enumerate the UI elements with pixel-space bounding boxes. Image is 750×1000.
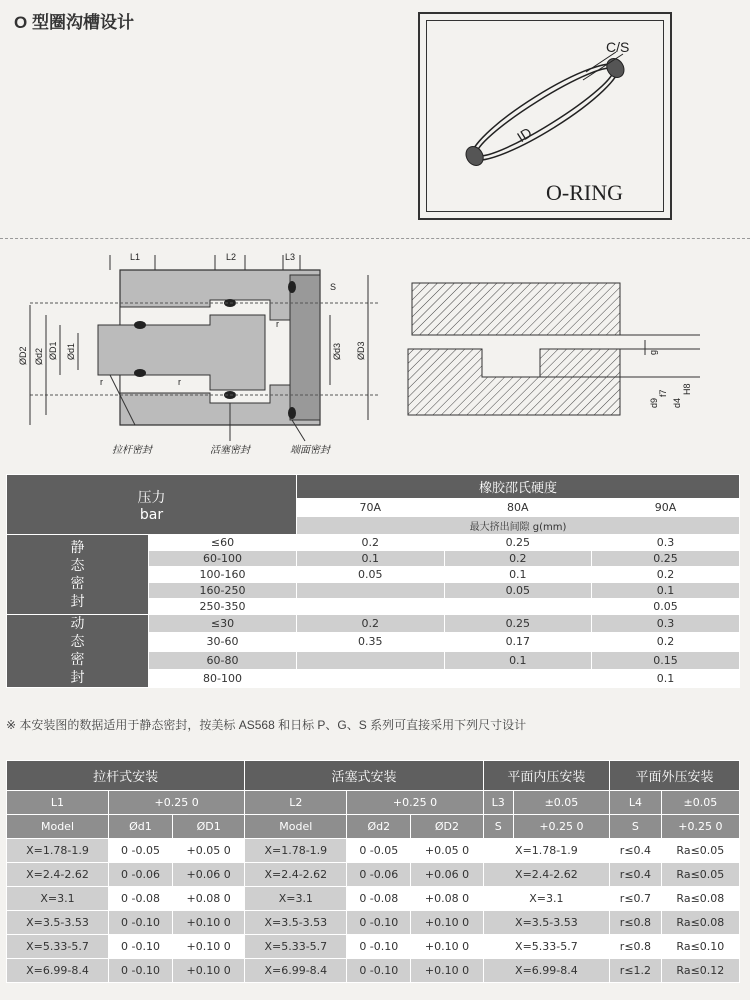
sub-l1-tol: +0.25 0	[108, 791, 244, 815]
gap-cell: 0.35	[297, 633, 445, 651]
gap-cell: 0.15	[592, 651, 740, 669]
g-label: g	[648, 349, 658, 355]
gap-cell: 0.05	[297, 567, 445, 583]
model-cell: X=5.33-5.7	[7, 935, 109, 959]
r-label-1: r	[100, 377, 103, 387]
gap-cell: 0.1	[592, 583, 740, 599]
model-cell: X=6.99-8.4	[245, 959, 347, 983]
group-face-external: 平面外压安装	[610, 761, 740, 791]
table-row	[7, 959, 740, 983]
model-cell: X=5.33-5.7	[245, 935, 347, 959]
tol-cell: 0 -0.06	[108, 863, 172, 887]
radius-cell: r≤0.4	[610, 839, 662, 863]
col-s-1: S	[483, 815, 513, 839]
model-cell: X=1.78-1.9	[245, 839, 347, 863]
extrusion-gap-table	[6, 474, 740, 688]
tol-cell: 0 -0.10	[108, 959, 172, 983]
gap-cell: 0.05	[444, 583, 592, 599]
dynamic-seal-label: 动态密封	[7, 615, 149, 688]
tol-cell: +0.10 0	[172, 935, 244, 959]
section-divider	[0, 238, 750, 239]
pressure-label: 压力	[137, 489, 166, 506]
pressure-cell: 80-100	[149, 669, 297, 687]
gap-cell: 0.1	[592, 669, 740, 687]
model-cell: X=1.78-1.9	[7, 839, 109, 863]
r-label-3: r	[276, 319, 279, 329]
sub-l4-tol: ±0.05	[661, 791, 739, 815]
roughness-cell: Ra≤0.08	[661, 887, 739, 911]
model-cell: X=2.4-2.62	[7, 863, 109, 887]
gap-cell: 0.17	[444, 633, 592, 651]
sub-l4: L4	[610, 791, 662, 815]
col-d1: Ød1	[108, 815, 172, 839]
piston-seal-caption: 活塞密封	[210, 445, 250, 456]
group-rod-install: 拉杆式安装	[7, 761, 245, 791]
hardness-70a: 70A	[297, 499, 445, 517]
tol-cell: +0.05 0	[172, 839, 244, 863]
col-s-1-tol: +0.25 0	[513, 815, 609, 839]
tol-cell: 0 -0.08	[108, 887, 172, 911]
sub-l1: L1	[7, 791, 109, 815]
h8-label: H8	[682, 383, 692, 395]
gap-cell: 0.2	[444, 551, 592, 567]
gap-cell	[297, 599, 445, 615]
oring-illustration	[418, 12, 672, 220]
d3-cap-label: ØD3	[356, 341, 366, 360]
static-seal-label: 静态密封	[7, 535, 149, 615]
model-cell: X=6.99-8.4	[7, 959, 109, 983]
pressure-cell: 30-60	[149, 633, 297, 651]
model-cell: X=1.78-1.9	[483, 839, 609, 863]
sub-l3-tol: ±0.05	[513, 791, 609, 815]
pressure-cell: 160-250	[149, 583, 297, 599]
gap-cell: 0.25	[444, 535, 592, 551]
id-label: ID	[514, 124, 535, 146]
model-cell: X=3.5-3.53	[245, 911, 347, 935]
gap-cell: 0.2	[592, 633, 740, 651]
pressure-cell: 60-100	[149, 551, 297, 567]
tol-cell: +0.05 0	[411, 839, 483, 863]
gap-cell: 0.1	[297, 551, 445, 567]
table-row	[7, 887, 740, 911]
tol-cell: 0 -0.10	[108, 935, 172, 959]
s-label: S	[330, 282, 337, 292]
hardness-80a: 80A	[444, 499, 592, 517]
gap-cell: 0.3	[592, 535, 740, 551]
hardness-header: 橡胶邵氏硬度	[297, 475, 740, 499]
gap-cell: 0.2	[297, 535, 445, 551]
col-D1: ØD1	[172, 815, 244, 839]
face-seal-caption: 端面密封	[290, 445, 330, 456]
rod-seal-caption: 拉杆密封	[112, 445, 152, 456]
pressure-cell: 250-350	[149, 599, 297, 615]
col-D2: ØD2	[411, 815, 483, 839]
d2-label: Ød2	[34, 347, 44, 365]
d3-label: Ød3	[332, 342, 342, 360]
table-row	[7, 911, 740, 935]
pressure-cell: 100-160	[149, 567, 297, 583]
l2-label: L2	[226, 252, 237, 262]
d2-cap-label: ØD2	[18, 346, 28, 365]
table-row	[7, 839, 740, 863]
model-cell: X=3.1	[7, 887, 109, 911]
roughness-cell: Ra≤0.08	[661, 911, 739, 935]
tol-cell: +0.06 0	[411, 863, 483, 887]
tol-cell: 0 -0.08	[347, 887, 411, 911]
gap-cell	[297, 669, 445, 687]
gap-cell: 0.1	[444, 651, 592, 669]
col-d2: Ød2	[347, 815, 411, 839]
pressure-cell: ≤60	[149, 535, 297, 551]
tol-cell: +0.10 0	[411, 911, 483, 935]
gap-cell: 0.25	[592, 551, 740, 567]
model-cell: X=5.33-5.7	[483, 935, 609, 959]
group-piston-install: 活塞式安装	[245, 761, 483, 791]
model-cell: X=3.5-3.53	[7, 911, 109, 935]
sub-l3: L3	[483, 791, 513, 815]
tol-cell: 0 -0.05	[347, 839, 411, 863]
tol-cell: +0.06 0	[172, 863, 244, 887]
tol-cell: 0 -0.06	[347, 863, 411, 887]
f7-label: f7	[658, 389, 668, 397]
gap-cell	[444, 669, 592, 687]
design-note: ※ 本安装图的数据适用于静态密封，按美标 AS568 和日标 P、G、S 系列可直接采用下列尺寸设计	[6, 718, 527, 732]
gap-cell: 0.3	[592, 615, 740, 633]
col-s-2-tol: +0.25 0	[661, 815, 739, 839]
roughness-cell: Ra≤0.05	[661, 839, 739, 863]
sub-l2-tol: +0.25 0	[347, 791, 483, 815]
model-cell: X=2.4-2.62	[483, 863, 609, 887]
roughness-cell: Ra≤0.10	[661, 935, 739, 959]
gap-cell: 0.2	[592, 567, 740, 583]
col-s-2: S	[610, 815, 662, 839]
tol-cell: +0.08 0	[172, 887, 244, 911]
radius-cell: r≤1.2	[610, 959, 662, 983]
model-cell: X=3.1	[245, 887, 347, 911]
hardness-90a: 90A	[592, 499, 740, 517]
roughness-cell: Ra≤0.12	[661, 959, 739, 983]
tol-cell: +0.08 0	[411, 887, 483, 911]
d1-label: Ød1	[66, 342, 76, 360]
l3-label: L3	[285, 252, 296, 262]
pressure-cell: 60-80	[149, 651, 297, 669]
gap-cell: 0.1	[444, 567, 592, 583]
pressure-unit: bar	[139, 506, 164, 523]
d9-label: d9	[649, 397, 659, 408]
col-model-1: Model	[7, 815, 109, 839]
tol-cell: +0.10 0	[172, 959, 244, 983]
model-cell: X=3.1	[483, 887, 609, 911]
radius-cell: r≤0.8	[610, 935, 662, 959]
tol-cell: +0.10 0	[172, 911, 244, 935]
gap-cell	[444, 599, 592, 615]
tol-cell: +0.10 0	[411, 959, 483, 983]
gap-header: 最大挤出间隙 g(mm)	[297, 517, 740, 535]
model-cell: X=3.5-3.53	[483, 911, 609, 935]
page-title: O 型圈沟槽设计	[14, 13, 134, 32]
installation-size-table	[6, 760, 740, 983]
gap-cell	[297, 583, 445, 599]
table-row	[7, 935, 740, 959]
group-face-internal: 平面内压安装	[483, 761, 609, 791]
gap-cell: 0.2	[297, 615, 445, 633]
d1-cap-label: ØD1	[48, 341, 58, 360]
gap-cell: 0.05	[592, 599, 740, 615]
oring-drawing	[418, 12, 672, 220]
tol-cell: +0.10 0	[411, 935, 483, 959]
tol-cell: 0 -0.10	[347, 911, 411, 935]
d4-label: d4	[672, 397, 682, 408]
roughness-cell: Ra≤0.05	[661, 863, 739, 887]
l1-label: L1	[130, 252, 141, 262]
r-label-2: r	[178, 377, 181, 387]
radius-cell: r≤0.7	[610, 887, 662, 911]
sub-l2: L2	[245, 791, 347, 815]
tol-cell: 0 -0.10	[108, 911, 172, 935]
tol-cell: 0 -0.05	[108, 839, 172, 863]
radius-cell: r≤0.4	[610, 863, 662, 887]
groove-drawing	[0, 245, 750, 470]
col-model-2: Model	[245, 815, 347, 839]
tol-cell: 0 -0.10	[347, 935, 411, 959]
model-cell: X=2.4-2.62	[245, 863, 347, 887]
pressure-cell: ≤30	[149, 615, 297, 633]
model-cell: X=6.99-8.4	[483, 959, 609, 983]
oring-label: O-RING	[546, 180, 623, 205]
radius-cell: r≤0.8	[610, 911, 662, 935]
gap-cell: 0.25	[444, 615, 592, 633]
table-row	[7, 863, 740, 887]
gap-cell	[297, 651, 445, 669]
tol-cell: 0 -0.10	[347, 959, 411, 983]
cs-label: C/S	[606, 39, 630, 55]
